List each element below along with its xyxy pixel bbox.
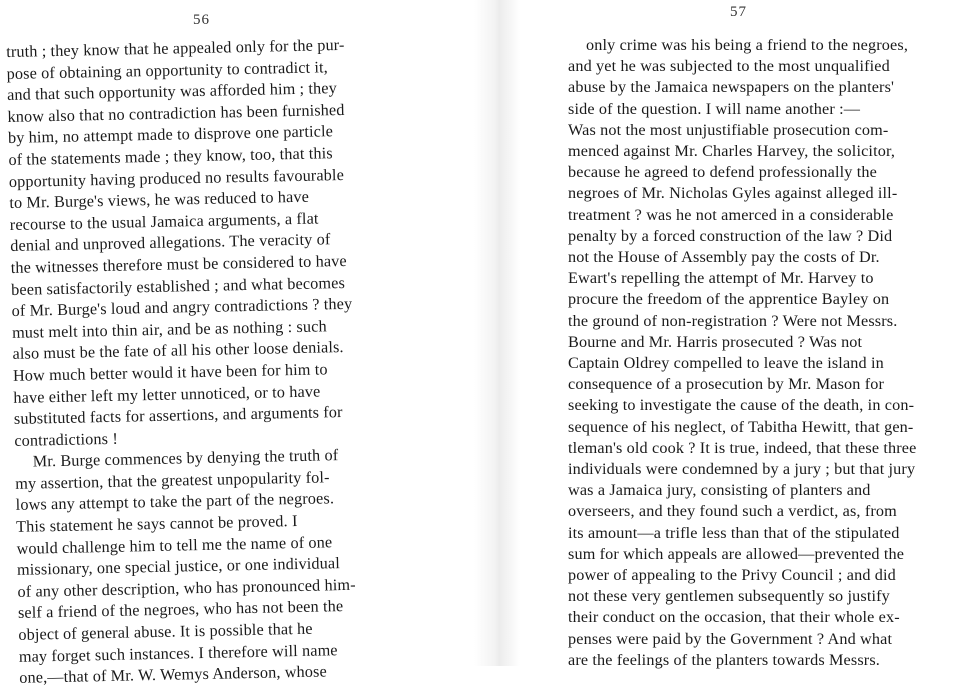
text-line: their conduct on the occasion, that their whole ex- (568, 608, 900, 627)
text-line: side of the question. I will name another :— (568, 99, 861, 118)
text-line: denial and unproved allegations. The veracity of (10, 230, 331, 256)
text-line: not the House of Assembly pay the costs of Dr. (568, 248, 880, 267)
text-line: Mr. Burge commences by denying the truth of (32, 446, 339, 471)
text-line: treatment ? was he not amerced in a considerable (568, 205, 894, 224)
text-line: This statement he says cannot be proved. I (15, 512, 298, 536)
text-line: because he agreed to defend professionally the (568, 163, 877, 182)
text-line: object of general abuse. It is possible that he (18, 619, 313, 644)
text-line: not these very gentlemen subsequently so justify (568, 587, 890, 606)
text-line: would challenge him to tell me the name of one (16, 532, 333, 558)
text-line: opportunity having produced no results favourable (8, 165, 345, 191)
text-line: seeking to investigate the cause of the death, in con- (568, 396, 915, 415)
text-line: negroes of Mr. Nicholas Gyles against alleged ill- (568, 184, 898, 203)
text-line: power of appealing to the Privy Council ; and did (568, 566, 896, 585)
right-page-body (568, 35, 978, 671)
text-line: consequence of a prosecution by Mr. Mason for (568, 375, 885, 394)
text-line: Captain Oldrey compelled to leave the island in (568, 354, 884, 373)
text-line: have either left my letter unnoticed, or to have (13, 381, 321, 407)
text-line: recourse to the usual Jamaica arguments, a flat (9, 209, 319, 234)
left-page (0, 0, 468, 688)
text-line: menced against Mr. Charles Harvey, the solicitor, (568, 142, 896, 161)
text-line: my assertion, that the greatest unpopularity fol- (15, 468, 330, 493)
text-line: contradictions ! (14, 429, 119, 450)
text-line: pose of obtaining an opportunity to contradict it, (6, 57, 329, 83)
text-line: to Mr. Burge's views, he was reduced to have (9, 187, 310, 213)
text-line: the ground of non-registration ? Were not Messrs. (568, 311, 898, 330)
text-line: must melt into thin air, and be as nothing : such (11, 317, 327, 342)
text-line: are the feelings of the planters towards Messrs. (568, 650, 880, 669)
text-line: self a friend of the negroes, who has not been the (17, 597, 344, 623)
text-line: missionary, one special justice, or one individual (16, 554, 341, 580)
text-line: one,—that of Mr. W. Wemys Anderson, whose (19, 662, 328, 688)
text-line: lows any attempt to take the part of the negroes. (15, 489, 335, 515)
text-line: of the statements made ; they know, too, that this (8, 144, 333, 169)
text-line: abuse by the Jamaica newspapers on the planters' (568, 78, 895, 97)
text-line: How much better would it have been for him to (12, 360, 328, 385)
text-line: Bourne and Mr. Harris prosecuted ? Was not (568, 332, 863, 351)
text-line: Was not the most unjustifiable prosecution com- (568, 120, 889, 139)
text-line: also must be the fate of all his other loose denials. (12, 338, 344, 364)
text-line: was a Jamaica jury, consisting of planters and (568, 481, 871, 500)
text-line: overseers, and they found such a verdict, as, from (568, 502, 897, 521)
text-line: penalty by a forced construction of the law ? Did (568, 226, 893, 245)
text-line: its amount—a trifle less than that of the stipulated (568, 523, 900, 542)
text-line: penses were paid by the Government ? And what (568, 629, 893, 648)
text-line: only crime was his being a friend to the negroes, (586, 36, 909, 54)
text-line: tleman's old cook ? It is true, indeed, that these three (568, 438, 917, 457)
text-line: sequence of his neglect, of Tabitha Hewitt, that gen- (568, 417, 914, 436)
page-number-right: 57 (730, 4, 747, 20)
text-line: procure the freedom of the apprentice Bayley on (568, 290, 890, 309)
text-line: by him, no attempt made to disprove one particle (7, 122, 334, 148)
text-line: individuals were condemned by a jury ; but that jury (568, 460, 916, 479)
right-page (535, 0, 980, 669)
text-line: and yet he was subjected to the most unqualified (568, 57, 890, 76)
text-line: substituted facts for assertions, and arguments for (13, 403, 343, 429)
text-line: and that such opportunity was afforded him ; they (6, 79, 338, 105)
text-line: know also that no contradiction has been furnished (7, 100, 345, 126)
book-gutter (474, 0, 520, 666)
text-line: Ewart's repelling the attempt of Mr. Harvey to (568, 269, 874, 288)
text-line: may forget such instances. I therefore will name (18, 640, 338, 666)
left-page-body (6, 33, 447, 690)
text-line: of any other description, who has pronounced him- (17, 575, 356, 601)
text-line: been satisfactorily established ; and what becomes (10, 273, 346, 299)
text-line: truth ; they know that he appealed only for the pur- (6, 35, 345, 61)
page-number-left: 56 (193, 12, 210, 28)
text-line: the witnesses therefore must be considered to have (10, 251, 347, 277)
text-line: of Mr. Burge's loud and angry contradictions ? they (11, 294, 353, 321)
text-line: sum for which appeals are allowed—prevented the (568, 544, 905, 563)
